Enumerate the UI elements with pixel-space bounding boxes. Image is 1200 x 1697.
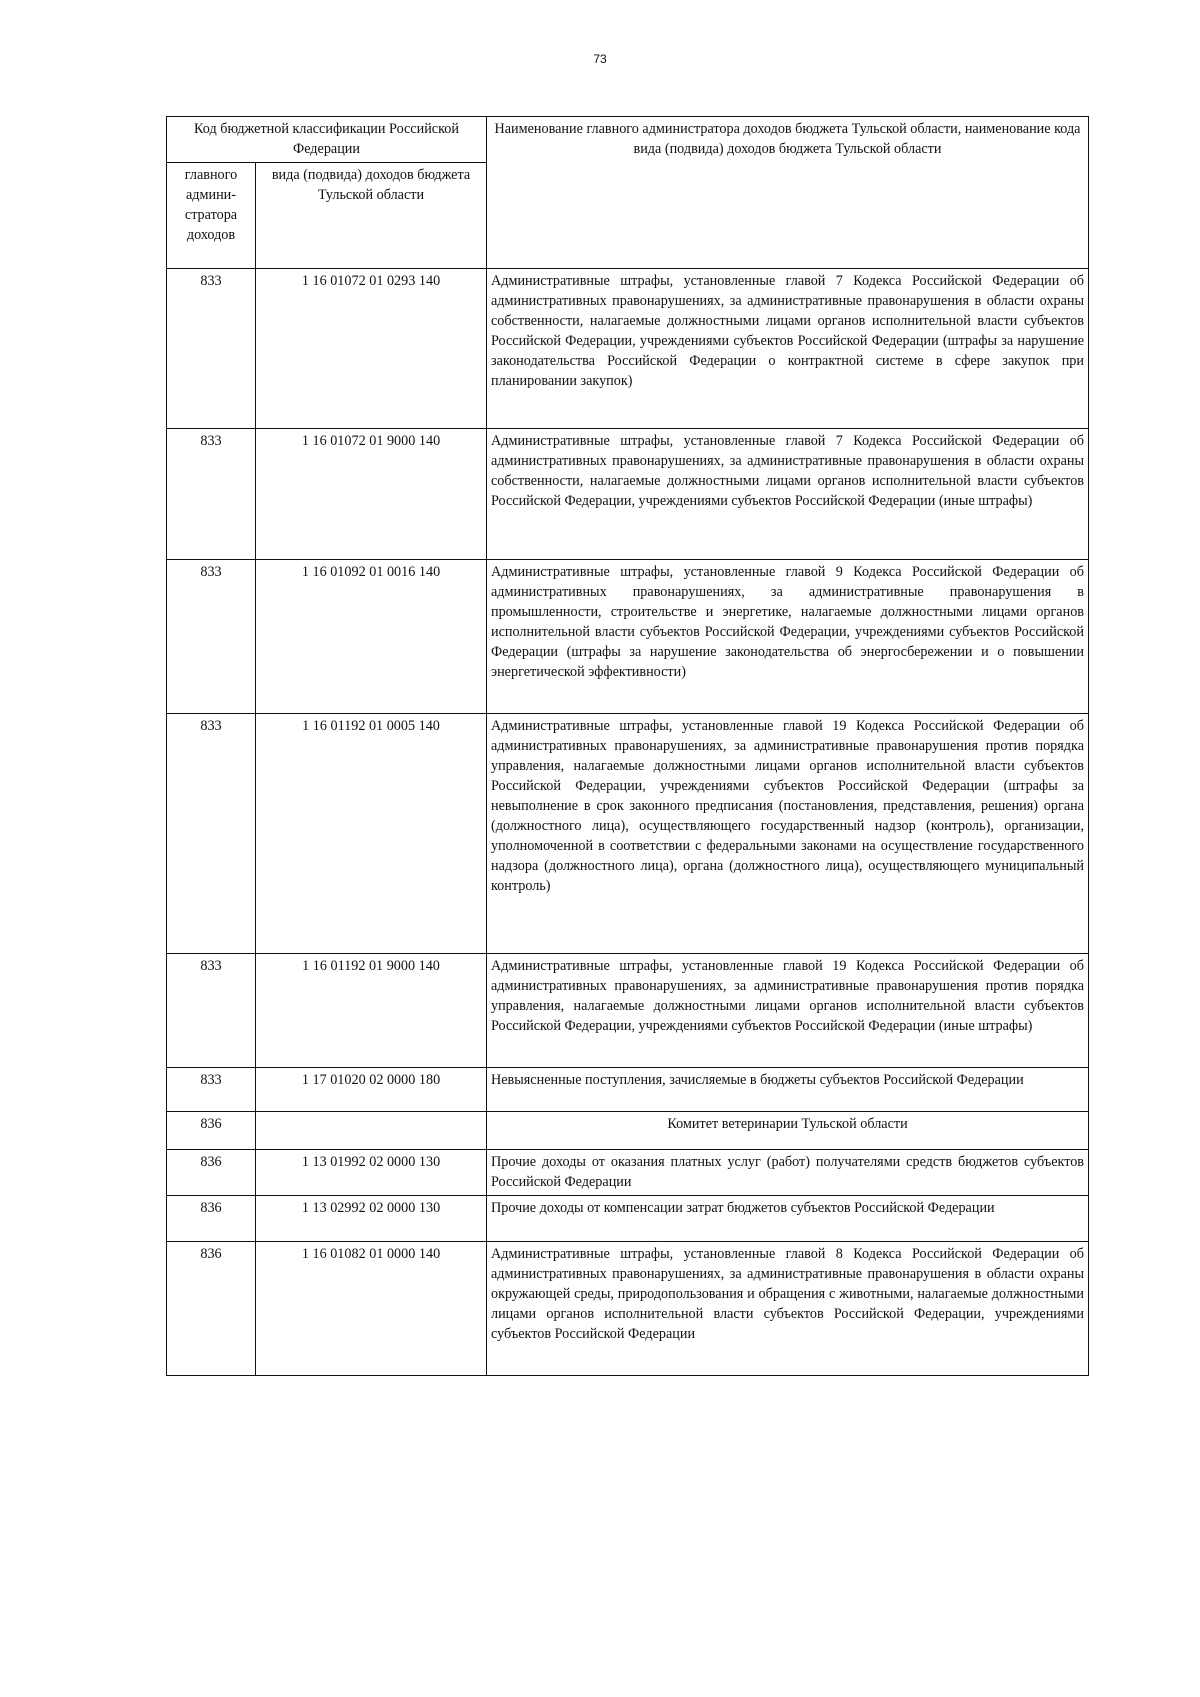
description-cell: Административные штрафы, установленные главой 7 Кодекса Российской Федерации об административных правонарушениях, за административные правонарушения в области охраны собственности, налагаемые должностными лицами органов исполнительной власти субъектов Российской Федерации, учреждениями субъектов Российской Федерации (иные штрафы) [487, 429, 1089, 560]
budget-classification-table [166, 116, 1089, 1376]
income-code-cell: 1 16 01192 01 9000 140 [256, 954, 487, 1068]
table-row [167, 714, 1089, 954]
admin-code-cell: 836 [167, 1242, 256, 1376]
header-code-column: вида (подвида) доходов бюджета Тульской области [256, 163, 487, 269]
page-number: 73 [593, 52, 607, 66]
description-cell: Административные штрафы, установленные главой 8 Кодекса Российской Федерации об административных правонарушениях, за административные правонарушения в области охраны окружающей среды, природопользования и обращения с животными, налагаемые должностными лицами органов исполнительной власти субъектов Российской Федерации, учреждениями субъектов Российской Федерации [487, 1242, 1089, 1376]
admin-code-cell: 836 [167, 1196, 256, 1242]
description-cell: Административные штрафы, установленные главой 19 Кодекса Российской Федерации об административных правонарушениях, за административные правонарушения против порядка управления, налагаемые должностными лицами органов исполнительной власти субъектов Российской Федерации, учреждениями субъектов Российской Федерации (штрафы за невыполнение в срок законного предписания (постановления, представления, решения) органа (должностного лица), осуществляющего государственный надзор (контроль), организации, уполномоченной в соответствии с федеральными законами на осуществление государственного надзора (должностного лица), органа (должностного лица), осуществляющего муниципальный контроль) [487, 714, 1089, 954]
description-cell: Прочие доходы от компенсации затрат бюджетов субъектов Российской Федерации [487, 1196, 1089, 1242]
income-code-cell: 1 16 01072 01 9000 140 [256, 429, 487, 560]
table-row [167, 1242, 1089, 1376]
header-name-column: Наименование главного администратора доходов бюджета Тульской области, наименование кода вида (подвида) доходов бюджета Тульской области [487, 117, 1089, 269]
table-row [167, 1150, 1089, 1196]
income-code-cell: 1 13 01992 02 0000 130 [256, 1150, 487, 1196]
admin-code-cell: 836 [167, 1112, 256, 1150]
income-code-cell: 1 16 01192 01 0005 140 [256, 714, 487, 954]
description-cell: Прочие доходы от оказания платных услуг (работ) получателями средств бюджетов субъектов Российской Федерации [487, 1150, 1089, 1196]
admin-code-cell: 833 [167, 560, 256, 714]
administrator-name-cell: Комитет ветеринарии Тульской области [487, 1112, 1089, 1150]
table-row [167, 269, 1089, 429]
description-cell: Административные штрафы, установленные главой 7 Кодекса Российской Федерации об административных правонарушениях, за административные правонарушения в области охраны собственности, налагаемые должностными лицами органов исполнительной власти субъектов Российской Федерации, учреждениями субъектов Российской Федерации (штрафы за нарушение законодательства Российской Федерации о контрактной системе в сфере закупок при планировании закупок) [487, 269, 1089, 429]
header-code-group: Код бюджетной классификации Российской Федерации [167, 117, 487, 163]
table-row [167, 954, 1089, 1068]
table-row [167, 560, 1089, 714]
table-row [167, 1196, 1089, 1242]
income-code-cell: 1 16 01082 01 0000 140 [256, 1242, 487, 1376]
income-code-cell [256, 1112, 487, 1150]
table-row [167, 1068, 1089, 1112]
description-cell: Административные штрафы, установленные главой 9 Кодекса Российской Федерации об административных правонарушениях, за административные правонарушения в промышленности, строительстве и энергетике, налагаемые должностными лицами органов исполнительной власти субъектов Российской Федерации, учреждениями субъектов Российской Федерации (штрафы за нарушение законодательства об энергосбережении и о повышении энергетической эффективности) [487, 560, 1089, 714]
table-row [167, 429, 1089, 560]
income-code-cell: 1 16 01092 01 0016 140 [256, 560, 487, 714]
table-header-row [167, 117, 1089, 163]
description-cell: Невыясненные поступления, зачисляемые в бюджеты субъектов Российской Федерации [487, 1068, 1089, 1112]
admin-code-cell: 833 [167, 1068, 256, 1112]
admin-code-cell: 833 [167, 714, 256, 954]
income-code-cell: 1 16 01072 01 0293 140 [256, 269, 487, 429]
admin-code-cell: 836 [167, 1150, 256, 1196]
admin-code-cell: 833 [167, 429, 256, 560]
description-cell: Административные штрафы, установленные главой 19 Кодекса Российской Федерации об административных правонарушениях, за административные правонарушения против порядка управления, налагаемые должностными лицами органов исполнительной власти субъектов Российской Федерации, учреждениями субъектов Российской Федерации (иные штрафы) [487, 954, 1089, 1068]
income-code-cell: 1 17 01020 02 0000 180 [256, 1068, 487, 1112]
income-code-cell: 1 13 02992 02 0000 130 [256, 1196, 487, 1242]
header-admin-column: главного админи-стратора доходов [167, 163, 256, 269]
table-row [167, 1112, 1089, 1150]
admin-code-cell: 833 [167, 954, 256, 1068]
admin-code-cell: 833 [167, 269, 256, 429]
